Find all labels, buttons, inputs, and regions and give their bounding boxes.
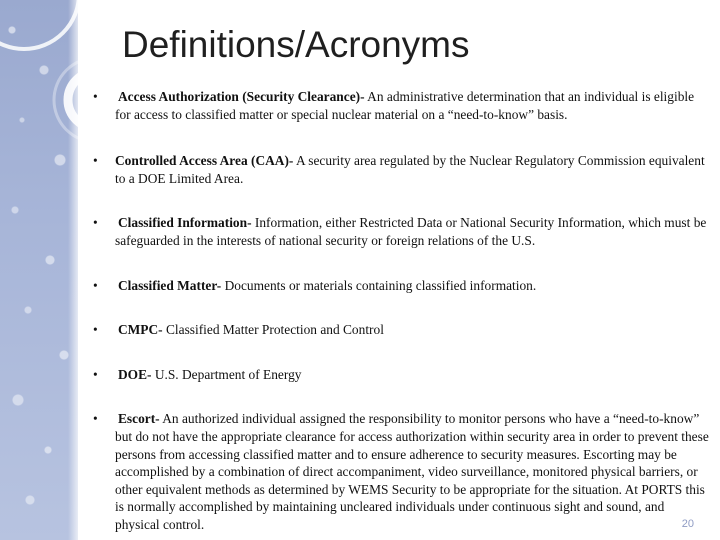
- definition-text: A security area regulated by the Nuclear Regulatory Commission equivalent to a DOE Limited Area.: [115, 153, 705, 186]
- bullet-icon: •: [93, 411, 98, 427]
- definition-text: Classified Matter Protection and Control: [165, 322, 384, 338]
- list-item: [93, 321, 711, 339]
- list-item: [93, 366, 711, 384]
- list-item: [93, 152, 711, 187]
- definition-text: An administrative determination that an individual is eligible for access to classified matter or special nuclear material on a “need-to-know” basis.: [115, 89, 695, 122]
- definition-term: Controlled Access Area (CAA)-: [115, 153, 294, 169]
- bullet-icon: •: [93, 277, 98, 293]
- definition-text: U.S. Department of Energy: [154, 366, 302, 382]
- list-item: [93, 214, 711, 249]
- bullet-icon: •: [93, 366, 98, 382]
- bullet-icon: •: [93, 215, 98, 231]
- definition-term: Escort-: [118, 411, 160, 427]
- definition-term: Access Authorization (Security Clearance)-: [118, 89, 365, 104]
- definition-term: DOE-: [118, 366, 152, 382]
- bullet-icon: •: [93, 153, 98, 169]
- definition-term: Classified Information-: [118, 215, 252, 231]
- bullet-icon: •: [93, 89, 98, 104]
- list-item: [93, 410, 711, 533]
- definition-list: [93, 88, 711, 534]
- definition-text: Documents or materials containing classified information.: [224, 277, 537, 293]
- list-item: [93, 277, 711, 295]
- definition-term: CMPC-: [118, 322, 163, 338]
- list-item: [93, 88, 711, 123]
- definition-term: Classified Matter-: [118, 277, 222, 293]
- definition-text: Information, either Restricted Data or National Security Information, which must be safeguarded in the interests of national security or foreign relations of the U.S.: [115, 215, 707, 248]
- definition-text: An authorized individual assigned the responsibility to monitor persons who have a “need-to-know” but do not have the appropriate clearance for access authorization within security area in order to prevent these persons from accessing classified matter and to ensure adherence to security measures. Escorting may be accomplished by a combination of direct accompaniment, video surveillance, monitored physical barriers, or other equivalent methods as determined by WEMS Security to be appropriate for the situation. At PORTS this is normally accomplished by maintaining uncleared individuals under continuous sight and sound, and physical control.: [115, 411, 709, 532]
- bullet-icon: •: [93, 322, 98, 338]
- slide-title: Definitions/Acronyms: [122, 24, 470, 65]
- page-number: 20: [681, 518, 694, 530]
